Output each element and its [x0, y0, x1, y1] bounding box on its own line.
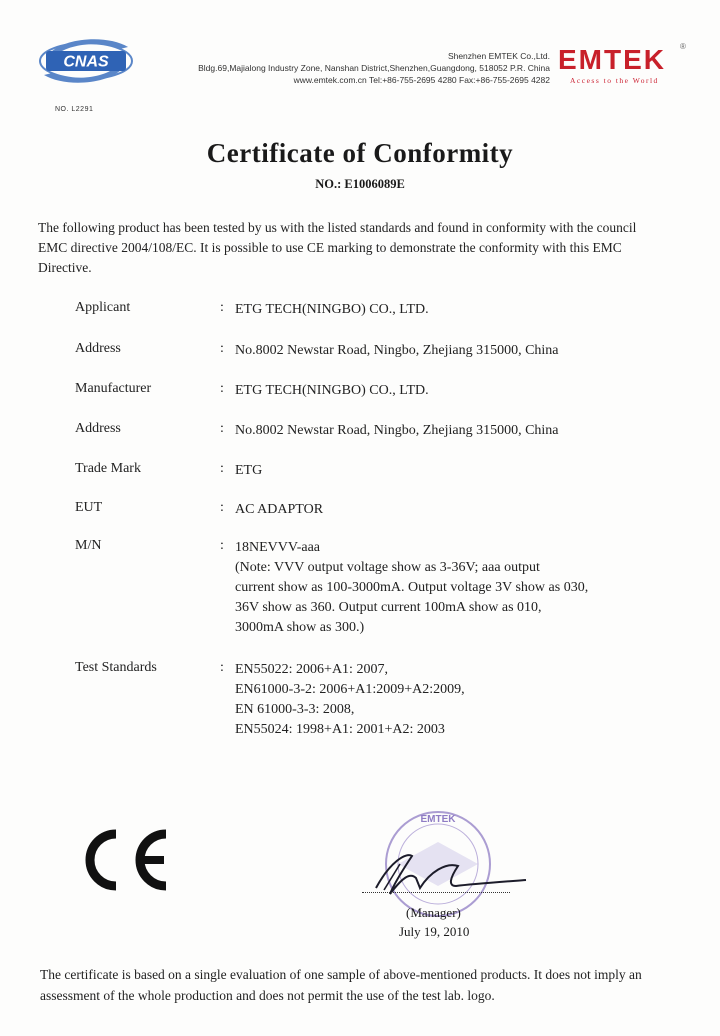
field-label: Manufacturer: [75, 381, 152, 396]
field-value: ETG: [235, 463, 263, 478]
field-label: Trade Mark: [75, 461, 141, 476]
field-label: Test Standards: [75, 660, 157, 675]
field-colon: :: [220, 300, 224, 315]
field-value: ETG TECH(NINGBO) CO., LTD.: [235, 383, 429, 398]
field-colon: :: [220, 500, 224, 515]
field-label: EUT: [75, 500, 103, 515]
signature-line: [362, 892, 510, 893]
field-colon: :: [220, 461, 224, 476]
field-value: ETG TECH(NINGBO) CO., LTD.: [235, 302, 429, 317]
signatory-role: (Manager): [406, 905, 461, 920]
footer-disclaimer: The certificate is based on a single evaluation of one sample of above-mentioned products. It does not imply an assessment of the whole production and does not permit the use of the test lab. logo.: [40, 967, 642, 1003]
stamp-text: EMTEK: [420, 814, 456, 825]
field-colon: :: [220, 538, 224, 553]
field-label: M/N: [75, 538, 102, 553]
cnas-number: NO. L2291: [55, 106, 94, 113]
registered-mark: ®: [680, 42, 686, 51]
issue-date: July 19, 2010: [399, 924, 470, 939]
certificate-number: NO.: E1006089E: [315, 177, 405, 191]
certificate-title: Certificate of Conformity: [206, 138, 514, 168]
field-value: AC ADAPTOR: [235, 502, 324, 517]
field-colon: :: [220, 341, 224, 356]
ce-mark: [80, 828, 174, 892]
field-colon: :: [220, 381, 224, 396]
field-value: No.8002 Newstar Road, Ningbo, Zhejiang 315000, China: [235, 343, 559, 358]
field-value: 18NEVVV-aaa (Note: VVV output voltage show as 3-36V; aaa output current show as 100-3000mA. Output voltage 3V show as 030, 36V show as 360. Output current 100mA show as 010, 3000mA show as 300.): [235, 540, 589, 635]
emtek-logo: EMTEK: [558, 44, 666, 75]
field-label: Address: [75, 421, 121, 436]
field-label: Address: [75, 341, 121, 356]
field-value: No.8002 Newstar Road, Ningbo, Zhejiang 315000, China: [235, 423, 559, 438]
intro-paragraph: The following product has been tested by us with the listed standards and found in conformity with the council EMC directive 2004/108/EC. It is possible to use CE marking to demonstrate the conformity with this EMC Directive.: [38, 220, 637, 275]
field-value: EN55022: 2006+A1: 2007, EN61000-3-2: 2006+A1:2009+A2:2009, EN 61000-3-3: 2008, EN55024: 1998+A1: 2001+A2: 2003: [235, 662, 465, 737]
cnas-logo-text: CNAS: [63, 53, 109, 71]
field-colon: :: [220, 421, 224, 436]
field-label: Applicant: [75, 300, 131, 315]
emtek-tagline: Access to the World: [570, 76, 659, 85]
field-colon: :: [220, 660, 224, 675]
lab-contact: www.emtek.com.cn Tel:+86-755-2695 4280 Fax:+86-755-2695 4282: [293, 75, 550, 85]
lab-contact-block: [110, 50, 550, 86]
lab-company-name: Shenzhen EMTEK Co.,Ltd.: [447, 51, 550, 61]
lab-address: Bldg.69,Majialong Industry Zone, Nanshan District,Shenzhen,Guangdong, 518052 P.R. China: [198, 63, 550, 73]
